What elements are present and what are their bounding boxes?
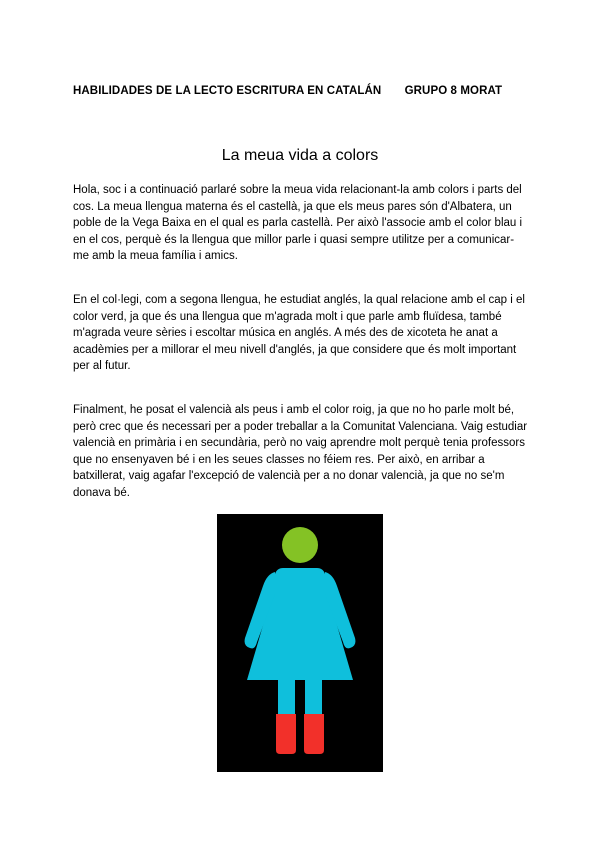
paragraph-castellano: Hola, soc i a continuació parlaré sobre la meua vida relacionant-la amb colors i parts del cos. La meua llengua materna és el castellà, ja que els meus pares són d'Albatera, un poble de la Vega Baixa en el qual es parla castellà. Per això l'associe amb el color blau i en el cos, perquè és la llengua que millor parle i quasi sempre utilitze per a comunicar-me amb la meua família i amics. (73, 184, 523, 262)
figure-left-leg (278, 678, 295, 716)
language-body-figure (217, 514, 383, 772)
paragraph-valencia: Finalment, he posat el valencià als peus i amb el color roig, ja que no ho parle molt bé, però crec que és necessari per a poder treballar a la Comunitat Valenciana. Vaig estudiar valencià en primària i en secundària, però no vaig aprendre molt perquè tenia professors que no ensenyaven bé i en les seues classes no féiem res. Per això, en arribar a batxillerat, vaig agafar l'excepció de valencià per a no donar valencià, ja que no se'm donava bé. (73, 404, 528, 499)
header-group: GRUPO 8 MORAT (404, 85, 503, 97)
figure-left-foot (276, 714, 296, 754)
woman-figure-illustration (217, 514, 383, 772)
document-header (73, 85, 533, 97)
figure-right-foot (304, 714, 324, 754)
figure-right-leg (305, 678, 322, 716)
header-title: HABILIDADES DE LA LECTO ESCRITURA EN CATALÁN (73, 85, 382, 97)
figure-head (282, 527, 318, 563)
document-title: La meua vida a colors (221, 147, 379, 164)
paragraph-angles: En el col·legi, com a segona llengua, he estudiat anglés, la qual relacione amb el cap i el color verd, ja que és una llengua que m'agrada molt i que parle amb fluïdesa, també m'agrada veure sèries i escoltar música en anglés. A més des de xicoteta he anat a acadèmies per a millorar el meu nivell d'anglés, ja que considere que és molt important per al futur. (73, 294, 525, 372)
